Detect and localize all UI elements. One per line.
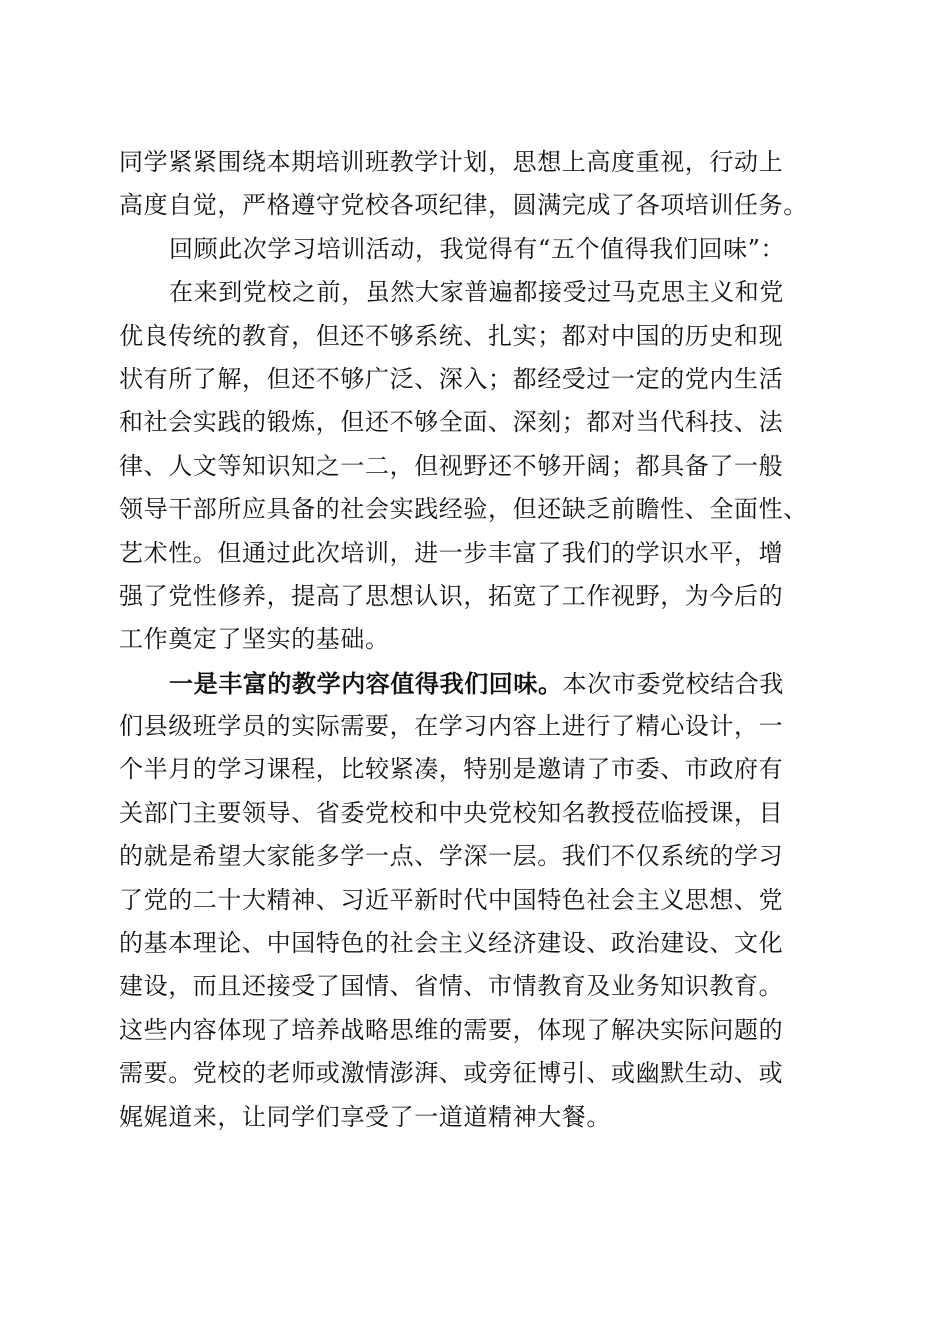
text-line: 和社会实践的锻炼，但还不够全面、深刻；都对当代科技、法: [119, 408, 784, 437]
text-line: 了党的二十大精神、习近平新时代中国特色社会主义思想、党: [119, 885, 784, 914]
document-body: [119, 141, 831, 1139]
text-line: 需要。党校的老师或激情澎湃、或旁征博引、或幽默生动、或: [119, 1059, 784, 1088]
text-line: 艺术性。但通过此次培训，进一步丰富了我们的学识水平，增: [119, 538, 784, 567]
paragraph-4: [119, 662, 831, 1139]
text-line: 高度自觉，严格遵守党校各项纪律，圆满完成了各项培训任务。: [119, 191, 808, 220]
text-line: 状有所了解，但还不够广泛、深入；都经受过一定的党内生活: [119, 364, 784, 393]
text-line: 领导干部所应具备的社会实践经验，但还缺乏前瞻性、全面性、: [119, 495, 808, 524]
text-line: 优良传统的教育，但还不够系统、扎实；都对中国的历史和现: [119, 321, 784, 350]
text-line: 娓娓道来，让同学们享受了一道道精神大餐。: [119, 1102, 611, 1131]
paragraph-2: [119, 228, 831, 271]
text-line: 同学紧紧围绕本期培训班教学计划，思想上高度重视，行动上: [119, 148, 784, 176]
text-line: 在来到党校之前，虽然大家普遍都接受过马克思主义和党: [169, 278, 784, 307]
text-line: 的基本理论、中国特色的社会主义经济建设、政治建设、文化: [119, 929, 784, 958]
text-line: 工作奠定了坚实的基础。: [119, 625, 390, 654]
heading-line-continuation: 本次市委党校结合我: [562, 669, 785, 698]
text-line: 关部门主要领导、省委党校和中央党校知名教授莅临授课，目: [119, 798, 784, 827]
paragraph-3: [119, 271, 831, 662]
text-line: 回顾此次学习培训活动，我觉得有“五个值得我们回味”：: [169, 234, 786, 263]
text-line: 这些内容体现了培养战略思维的需要，体现了解决实际问题的: [119, 1015, 784, 1044]
text-line: 建设，而且还接受了国情、省情、市情教育及业务知识教育。: [119, 972, 784, 1001]
text-line: 强了党性修养，提高了思想认识，拓宽了工作视野，为今后的: [119, 581, 784, 610]
text-line: 律、人文等知识知之一二，但视野还不够开阔；都具备了一般: [119, 451, 784, 480]
paragraph-1: [119, 141, 831, 228]
text-line: 们县级班学员的实际需要，在学习内容上进行了精心设计，一: [119, 712, 784, 741]
text-line: 个半月的学习课程，比较紧凑，特别是邀请了市委、市政府有: [119, 755, 784, 784]
section-heading: 一是丰富的教学内容值得我们回味。: [169, 668, 563, 698]
text-line: 的就是希望大家能多学一点、学深一层。我们不仅系统的学习: [119, 842, 784, 871]
text-line: [119, 662, 831, 705]
